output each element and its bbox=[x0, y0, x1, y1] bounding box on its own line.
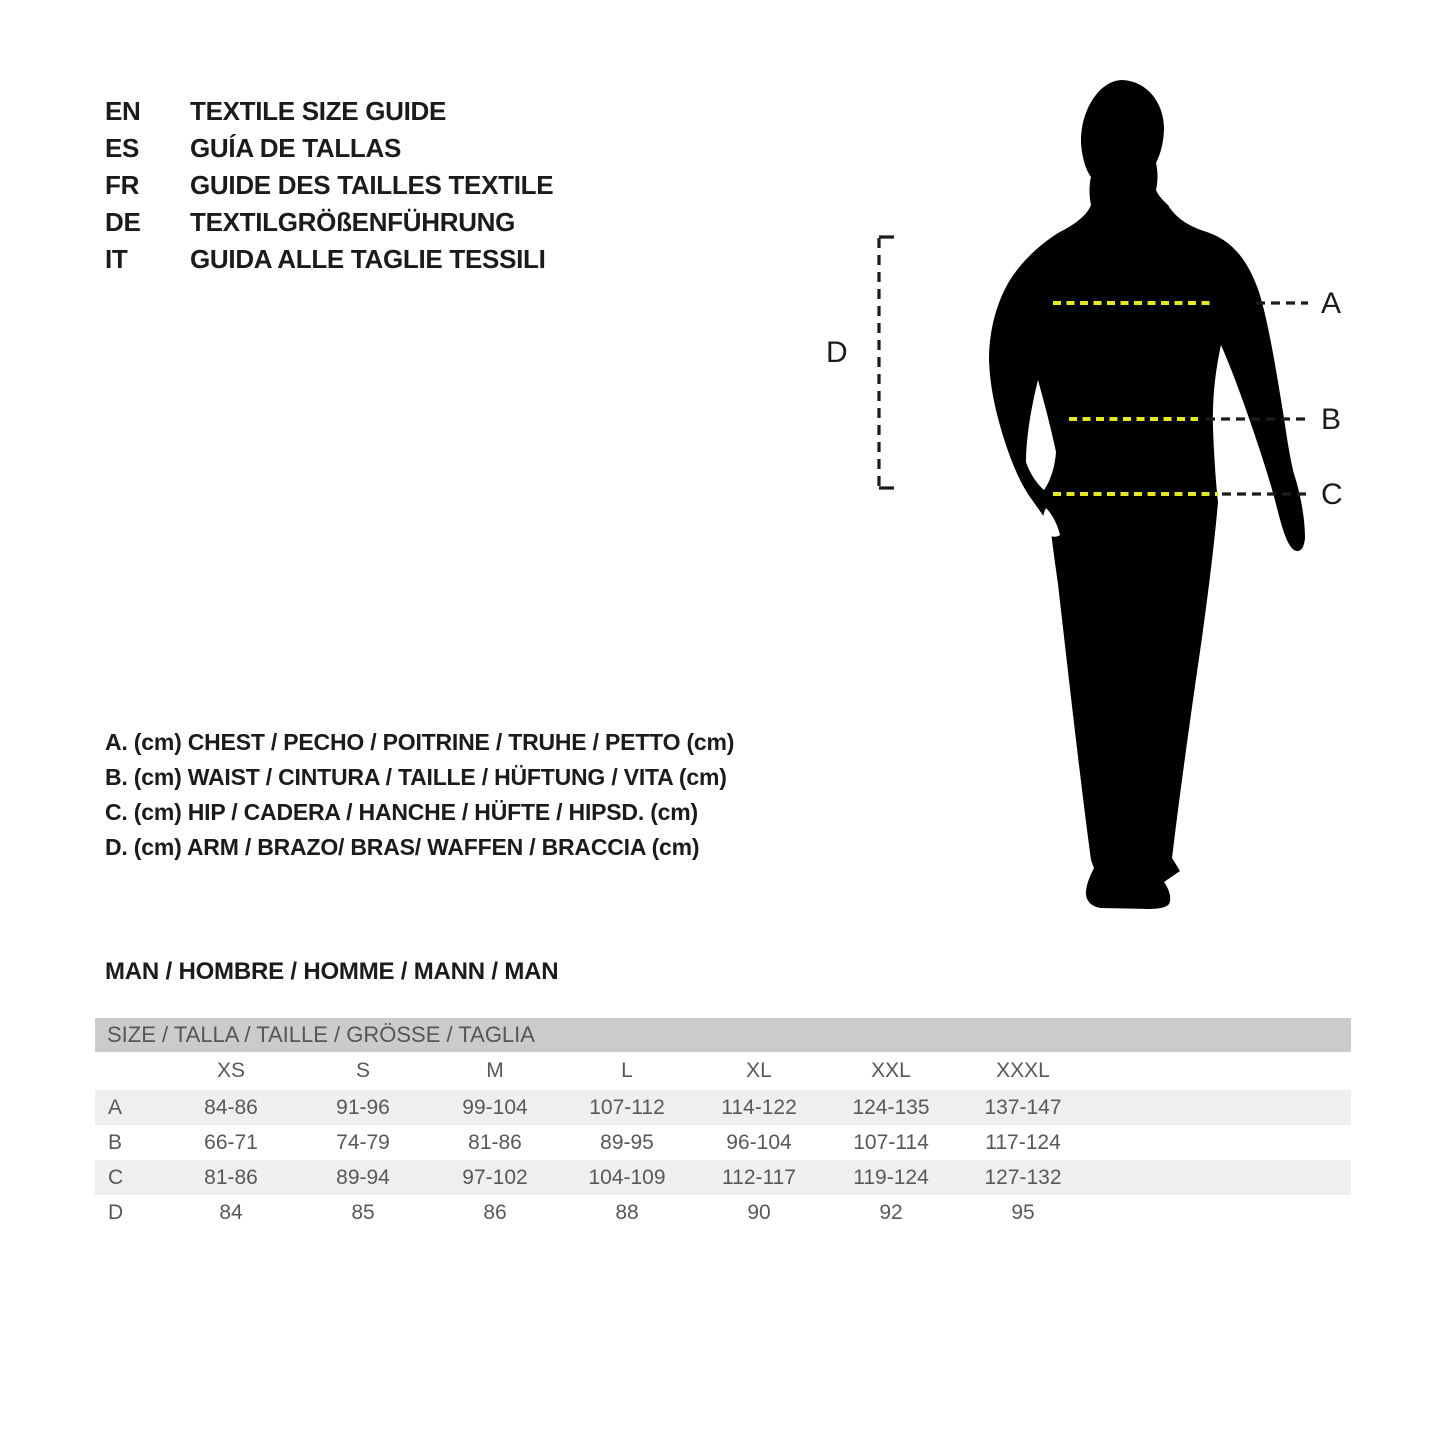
value-cell: 124-135 bbox=[852, 1095, 930, 1119]
section-title-man: MAN / HOMBRE / HOMME / MANN / MAN bbox=[105, 958, 559, 985]
value-cell: 107-114 bbox=[853, 1130, 929, 1154]
size-col-s: S bbox=[355, 1059, 370, 1082]
measurement-legend bbox=[105, 725, 734, 865]
value-cell: 107-112 bbox=[589, 1095, 665, 1119]
language-row bbox=[105, 167, 553, 204]
guide-title: TEXTILE SIZE GUIDE bbox=[190, 96, 447, 126]
table-row-arm bbox=[95, 1195, 1351, 1230]
size-col-xs: XS bbox=[216, 1059, 245, 1082]
value-cell: 84 bbox=[219, 1200, 243, 1224]
guide-title: TEXTILGRÖßENFÜHRUNG bbox=[190, 207, 516, 237]
value-cell: 119-124 bbox=[853, 1165, 929, 1189]
measurement-chest: A. (cm) CHEST / PECHO / POITRINE / TRUHE / PETTO (cm) bbox=[105, 729, 735, 755]
guide-title: GUIDE DES TAILLES TEXTILE bbox=[190, 170, 554, 200]
value-cell: 114-122 bbox=[721, 1095, 797, 1119]
value-cell: 89-94 bbox=[336, 1165, 390, 1189]
table-row-waist bbox=[95, 1125, 1351, 1160]
measurement-arm: D. (cm) ARM / BRAZO/ BRAS/ WAFFEN / BRACCIA (cm) bbox=[105, 834, 700, 860]
value-cell: 89-95 bbox=[600, 1130, 654, 1154]
label-d: D bbox=[826, 336, 848, 369]
label-c: C bbox=[1321, 478, 1343, 511]
value-cell: 95 bbox=[1011, 1200, 1035, 1224]
language-code: IT bbox=[105, 244, 128, 274]
measurement-diagram bbox=[820, 70, 1360, 930]
guide-title: GUÍA DE TALLAS bbox=[190, 133, 402, 163]
value-cell: 99-104 bbox=[462, 1095, 528, 1119]
table-row-hip bbox=[95, 1160, 1351, 1195]
label-a: A bbox=[1321, 287, 1342, 320]
value-cell: 84-86 bbox=[204, 1095, 258, 1119]
value-cell: 96-104 bbox=[726, 1130, 792, 1154]
language-code: DE bbox=[105, 207, 141, 237]
size-table bbox=[95, 1018, 1351, 1230]
language-row bbox=[105, 93, 553, 130]
value-cell: 85 bbox=[351, 1200, 375, 1224]
size-col-xxxl: XXXL bbox=[996, 1059, 1050, 1082]
row-label: A bbox=[108, 1095, 123, 1119]
size-col-m: M bbox=[486, 1059, 504, 1082]
value-cell: 112-117 bbox=[722, 1165, 796, 1189]
measurement-waist: B. (cm) WAIST / CINTURA / TAILLE / HÜFTUNG / VITA (cm) bbox=[105, 764, 727, 790]
language-row bbox=[105, 241, 553, 278]
value-cell: 104-109 bbox=[588, 1165, 666, 1189]
label-b: B bbox=[1321, 403, 1342, 436]
row-label: B bbox=[108, 1130, 123, 1154]
value-cell: 91-96 bbox=[336, 1095, 390, 1119]
language-row bbox=[105, 204, 553, 241]
size-col-l: L bbox=[621, 1059, 633, 1082]
value-cell: 66-71 bbox=[204, 1130, 258, 1154]
language-code: EN bbox=[105, 96, 141, 126]
value-cell: 81-86 bbox=[468, 1130, 522, 1154]
table-row-chest bbox=[95, 1090, 1351, 1125]
value-cell: 86 bbox=[483, 1200, 507, 1224]
value-cell: 97-102 bbox=[462, 1165, 528, 1189]
value-cell: 92 bbox=[879, 1200, 903, 1224]
language-code: FR bbox=[105, 170, 140, 200]
row-label: C bbox=[108, 1165, 124, 1189]
value-cell: 74-79 bbox=[336, 1130, 390, 1154]
row-label: D bbox=[108, 1200, 124, 1224]
value-cell: 90 bbox=[747, 1200, 771, 1224]
value-cell: 117-124 bbox=[985, 1130, 1061, 1154]
size-col-xxl: XXL bbox=[871, 1059, 911, 1082]
measurement-hip: C. (cm) HIP / CADERA / HANCHE / HÜFTE / HIPSD. (cm) bbox=[105, 799, 698, 825]
size-table-header: SIZE / TALLA / TAILLE / GRÖSSE / TAGLIA bbox=[95, 1018, 1351, 1052]
size-header-row bbox=[95, 1052, 1351, 1090]
language-title-list bbox=[105, 93, 553, 278]
value-cell: 127-132 bbox=[984, 1165, 1062, 1189]
thumb-curl-notch bbox=[1264, 512, 1274, 532]
value-cell: 81-86 bbox=[204, 1165, 258, 1189]
value-cell: 137-147 bbox=[984, 1095, 1062, 1119]
value-cell: 88 bbox=[615, 1200, 639, 1224]
language-code: ES bbox=[105, 133, 140, 163]
language-row bbox=[105, 130, 553, 167]
size-col-xl: XL bbox=[746, 1059, 772, 1082]
guide-title: GUIDA ALLE TAGLIE TESSILI bbox=[190, 244, 546, 274]
